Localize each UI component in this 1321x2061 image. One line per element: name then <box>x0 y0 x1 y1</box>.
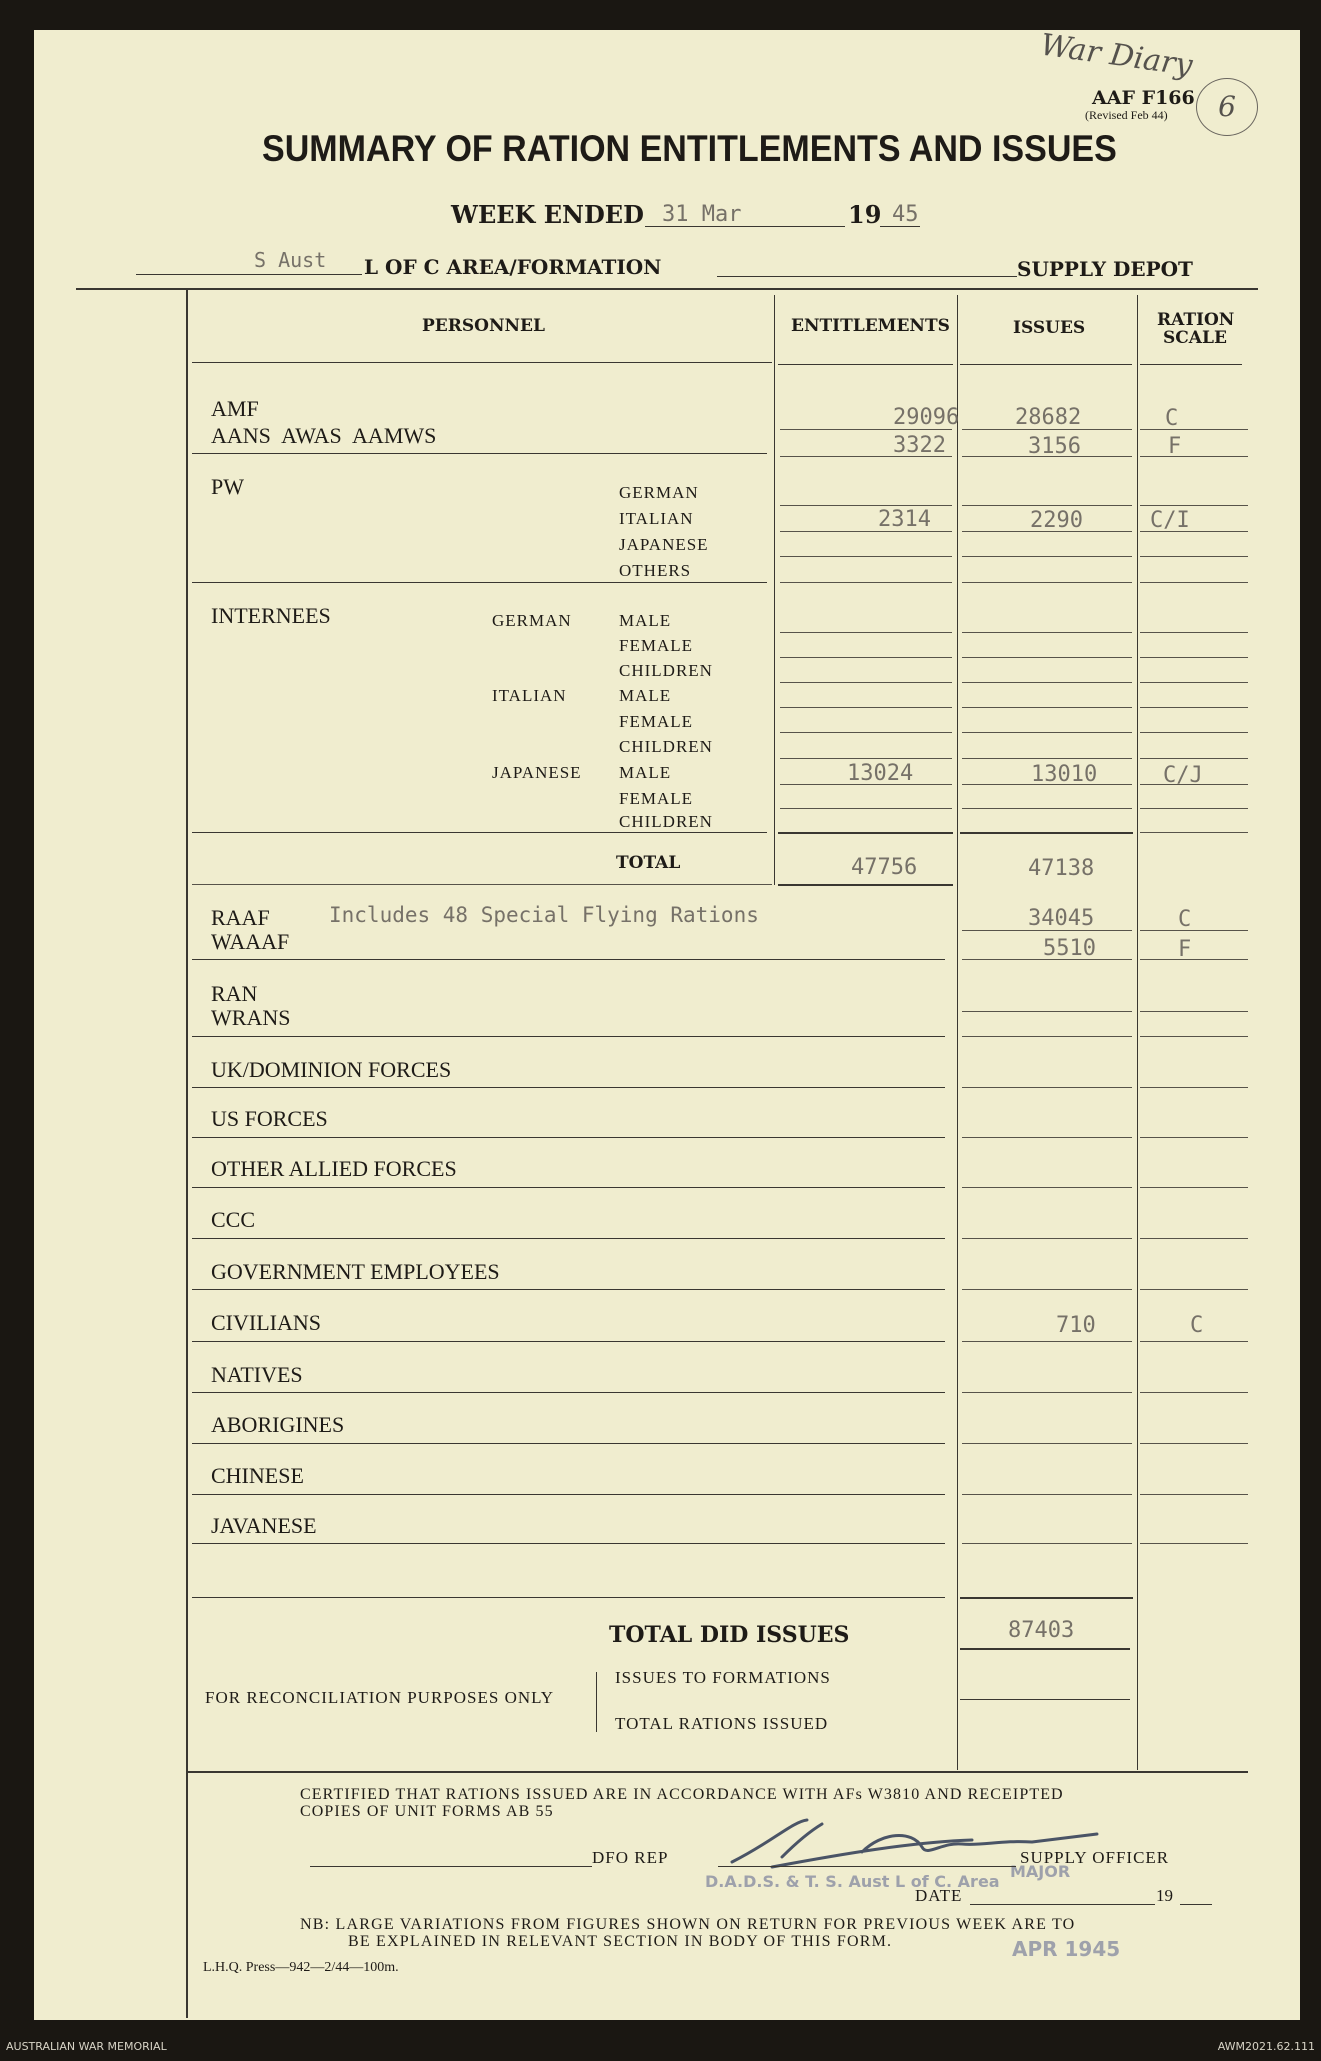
ccc-rule <box>192 1238 945 1239</box>
week-label: WEEK ENDED <box>451 200 644 229</box>
internees-rule-iss <box>960 832 1133 834</box>
supply-officer-line <box>718 1866 1016 1867</box>
blank-row-rule-iss <box>960 1597 1133 1599</box>
aborigines-rule <box>192 1443 945 1444</box>
year-value[interactable]: 45 <box>892 202 919 227</box>
label-aborigines: ABORIGINES <box>211 1412 345 1437</box>
waaaf-rule-iss <box>962 959 1132 960</box>
header-entitlements: ENTITLEMENTS <box>791 316 950 336</box>
reconciliation-bracket <box>596 1672 597 1732</box>
int-rule-5-iss <box>962 732 1132 733</box>
header-issues: ISSUES <box>1013 318 1086 338</box>
int-jap-male-entitlements[interactable]: 13024 <box>847 761 914 786</box>
int-rule-8-ent <box>780 808 952 809</box>
int-rule-7-ent <box>780 784 952 785</box>
pw-german-rule-ent <box>780 505 952 506</box>
label-int-italian: ITALIAN <box>492 686 567 705</box>
form-revised: (Revised Feb 44) <box>1085 108 1168 122</box>
pw-italian-rule-scale <box>1140 531 1248 532</box>
cert-text-2: COPIES OF UNIT FORMS AB 55 <box>300 1803 554 1820</box>
header-rule-scale <box>1140 364 1242 365</box>
int-rule-2-iss <box>962 657 1132 658</box>
int-rule-3-iss <box>962 682 1132 683</box>
nb-text-1: NB: LARGE VARIATIONS FROM FIGURES SHOWN ON RETURN FOR PREVIOUS WEEK ARE TO <box>300 1916 1076 1933</box>
pw-others-rule-ent <box>780 582 952 583</box>
aans-rule <box>192 453 767 454</box>
waaaf-issues[interactable]: 5510 <box>1043 936 1096 961</box>
label-int-japanese: JAPANESE <box>492 763 582 782</box>
depot-line <box>717 276 1017 277</box>
table-bottom-rule <box>188 1771 1248 1773</box>
label-jap-male: MALE <box>619 763 672 782</box>
label-pw-japanese: JAPANESE <box>619 535 709 554</box>
header-personnel: PERSONNEL <box>422 316 545 336</box>
raaf-rule-iss <box>962 930 1132 931</box>
wrans-rule <box>192 1036 945 1037</box>
int-jap-male-scale[interactable]: C/J <box>1163 763 1203 788</box>
chinese-rule <box>192 1494 945 1495</box>
uk-rule-scale <box>1140 1087 1248 1088</box>
label-dfo-rep: DFO REP <box>592 1848 669 1867</box>
total-rule-left <box>192 884 772 885</box>
handwritten-note: War Diary <box>1038 27 1195 84</box>
label-internees: INTERNEES <box>211 603 331 628</box>
javanese-rule-scale <box>1140 1543 1248 1544</box>
label-waaaf: WAAAF <box>211 929 290 954</box>
label-us-forces: US FORCES <box>211 1106 328 1131</box>
label-wrans: WRANS <box>211 1005 291 1030</box>
ccc-rule-iss <box>962 1238 1132 1239</box>
label-date: DATE <box>915 1886 963 1905</box>
label-civilians: CIVILIANS <box>211 1310 321 1335</box>
other-allied-rule-scale <box>1140 1187 1248 1188</box>
footer-right: AWM2021.62.111 <box>1217 2040 1315 2053</box>
pw-italian-rule-ent <box>780 531 952 532</box>
civilians-rule <box>192 1341 945 1342</box>
int-rule-5-ent <box>780 732 952 733</box>
int-rule-1-ent <box>780 632 952 633</box>
aans-issues[interactable]: 3156 <box>1028 434 1081 459</box>
issues-col-rule <box>957 295 958 1770</box>
amf-issues[interactable]: 28682 <box>1015 405 1082 430</box>
total-entitlements[interactable]: 47756 <box>851 855 918 880</box>
wrans-rule-scale <box>1140 1036 1248 1037</box>
govt-rule-iss <box>962 1289 1132 1290</box>
chinese-rule-iss <box>962 1494 1132 1495</box>
year-prefix: 19 <box>848 200 882 229</box>
javanese-rule-iss <box>962 1543 1132 1544</box>
scale-col-rule <box>1137 295 1138 1770</box>
pw-german-rule-iss <box>962 505 1132 506</box>
label-other-allied: OTHER ALLIED FORCES <box>211 1156 457 1181</box>
header-rule-iss <box>960 364 1132 365</box>
int-rule-6-iss <box>962 758 1132 759</box>
area-line <box>136 274 362 275</box>
label-ger-children: CHILDREN <box>619 661 713 680</box>
label-issues-to-formations: ISSUES TO FORMATIONS <box>615 1668 831 1687</box>
other-allied-rule <box>192 1187 945 1188</box>
form-code: AAF F166 <box>1092 87 1195 109</box>
aans-rule-scale <box>1140 456 1248 457</box>
pw-italian-issues[interactable]: 2290 <box>1030 508 1083 533</box>
label-total-rations-issued: TOTAL RATIONS ISSUED <box>615 1714 829 1733</box>
label-aans: AANS AWAS AAMWS <box>211 423 437 448</box>
pw-japanese-rule-ent <box>780 556 952 557</box>
dfo-rep-line <box>310 1866 592 1867</box>
chinese-rule-scale <box>1140 1494 1248 1495</box>
natives-rule-iss <box>962 1392 1132 1393</box>
label-natives: NATIVES <box>211 1362 303 1387</box>
internees-rule-scale <box>1140 832 1248 833</box>
circled-number: 6 <box>1196 78 1258 136</box>
ran-rule-scale <box>1140 1011 1248 1012</box>
waaaf-rule-scale <box>1140 959 1248 960</box>
form-title: SUMMARY OF RATION ENTITLEMENTS AND ISSUES <box>262 128 1117 169</box>
internees-rule <box>192 832 767 833</box>
label-javanese: JAVANESE <box>211 1513 317 1538</box>
waaaf-rule <box>192 959 945 960</box>
press-line: L.H.Q. Press—942—2/44—100m. <box>203 1960 399 1975</box>
formations-rule <box>960 1699 1130 1700</box>
ccc-rule-scale <box>1140 1238 1248 1239</box>
int-rule-5-scale <box>1140 732 1248 733</box>
label-pw-italian: ITALIAN <box>619 509 694 528</box>
wrans-rule-iss <box>962 1036 1132 1037</box>
waaaf-scale[interactable]: F <box>1178 937 1192 962</box>
label-ccc: CCC <box>211 1207 256 1232</box>
civilians-rule-scale <box>1140 1341 1248 1342</box>
label-ger-male: MALE <box>619 611 672 630</box>
us-rule-iss <box>962 1137 1132 1138</box>
stamp-dads: D.A.D.S. & T. S. Aust L of C. Area <box>705 1872 1000 1891</box>
int-rule-2-ent <box>780 657 952 658</box>
ran-rule-iss <box>962 1011 1132 1012</box>
uk-rule-iss <box>962 1087 1132 1088</box>
raaf-scale[interactable]: C <box>1178 907 1192 932</box>
date-year-line <box>1180 1904 1212 1905</box>
int-rule-3-scale <box>1140 682 1248 683</box>
amf-scale[interactable]: C <box>1165 406 1179 431</box>
total-rule-ent <box>778 884 953 886</box>
pw-japanese-rule-iss <box>962 556 1132 557</box>
aans-rule-iss <box>962 456 1132 457</box>
natives-rule-scale <box>1140 1392 1248 1393</box>
int-rule-6-ent <box>780 758 952 759</box>
label-raaf: RAAF <box>211 905 270 930</box>
table-top-rule <box>76 288 1258 290</box>
label-govt-employees: GOVERNMENT EMPLOYEES <box>211 1259 500 1284</box>
amf-rule-ent <box>780 429 952 430</box>
aans-rule-ent <box>780 456 952 457</box>
aans-entitlements[interactable]: 3322 <box>893 433 946 458</box>
int-rule-4-iss <box>962 707 1132 708</box>
us-rule <box>192 1137 945 1138</box>
table-left-rule <box>186 288 188 2018</box>
internees-rule-ent <box>778 832 953 834</box>
label-ita-female: FEMALE <box>619 712 693 731</box>
us-rule-scale <box>1140 1137 1248 1138</box>
label-chinese: CHINESE <box>211 1463 304 1488</box>
civilians-rule-iss <box>962 1341 1132 1342</box>
label-ita-male: MALE <box>619 686 672 705</box>
label-date-year: 19 <box>1156 1886 1173 1905</box>
natives-rule <box>192 1392 945 1393</box>
did-total-rule <box>960 1648 1130 1650</box>
int-rule-4-scale <box>1140 707 1248 708</box>
int-rule-2-scale <box>1140 657 1248 658</box>
date-line <box>970 1904 1155 1905</box>
civilians-issues[interactable]: 710 <box>1056 1313 1096 1338</box>
int-rule-4-ent <box>780 707 952 708</box>
cert-text-1: CERTIFIED THAT RATIONS ISSUED ARE IN ACCORDANCE WITH AFs W3810 AND RECEIPTED <box>300 1786 1064 1803</box>
aans-scale[interactable]: F <box>1168 434 1182 459</box>
area-value[interactable]: S Aust <box>254 248 327 272</box>
label-total-did-issues: TOTAL DID ISSUES <box>609 1622 850 1648</box>
pw-others-rule-iss <box>962 582 1132 583</box>
int-rule-8-scale <box>1140 808 1248 809</box>
blank-row-rule <box>192 1597 945 1598</box>
depot-label: SUPPLY DEPOT <box>1017 257 1193 281</box>
label-ger-female: FEMALE <box>619 636 693 655</box>
pw-italian-rule-iss <box>962 531 1132 532</box>
int-rule-7-iss <box>962 784 1132 785</box>
label-int-german: GERMAN <box>492 611 572 630</box>
header-rule-ent <box>778 364 953 365</box>
label-pw: PW <box>211 474 244 499</box>
govt-rule <box>192 1289 945 1290</box>
label-pw-german: GERMAN <box>619 483 699 502</box>
pw-german-rule-scale <box>1140 505 1248 506</box>
int-rule-1-scale <box>1140 632 1248 633</box>
label-reconciliation: FOR RECONCILIATION PURPOSES ONLY <box>205 1688 555 1707</box>
raaf-rule-scale <box>1140 930 1248 931</box>
label-pw-others: OTHERS <box>619 561 692 580</box>
label-ran: RAN <box>211 981 258 1006</box>
amf-rule-scale <box>1140 429 1248 430</box>
label-amf: AMF <box>211 396 259 421</box>
footer-left: AUSTRALIAN WAR MEMORIAL <box>6 2040 167 2053</box>
int-rule-7-scale <box>1140 784 1248 785</box>
pw-italian-entitlements[interactable]: 2314 <box>878 507 931 532</box>
stamp-major: MAJOR <box>1010 1862 1071 1881</box>
govt-rule-scale <box>1140 1289 1248 1290</box>
label-uk-dominion: UK/DOMINION FORCES <box>211 1057 452 1082</box>
nb-text-2: BE EXPLAINED IN RELEVANT SECTION IN BODY OF THIS FORM. <box>348 1933 893 1950</box>
label-ita-children: CHILDREN <box>619 737 713 756</box>
total-issues[interactable]: 47138 <box>1028 856 1095 881</box>
int-rule-8-iss <box>962 808 1132 809</box>
header-ration: RATION <box>1157 310 1235 330</box>
week-value[interactable]: 31 Mar <box>662 202 742 227</box>
int-jap-male-issues[interactable]: 13010 <box>1031 762 1098 787</box>
header-scale: SCALE <box>1163 328 1227 348</box>
amf-rule-iss <box>962 429 1132 430</box>
other-allied-rule-iss <box>962 1187 1132 1188</box>
int-rule-1-iss <box>962 632 1132 633</box>
int-rule-3-ent <box>780 682 952 683</box>
int-rule-6-scale <box>1140 758 1248 759</box>
label-total: TOTAL <box>616 853 681 873</box>
pw-italian-scale[interactable]: C/I <box>1150 508 1190 533</box>
amf-entitlements[interactable]: 29096 <box>893 405 960 430</box>
total-did-issues-value[interactable]: 87403 <box>1008 1618 1075 1643</box>
label-supply-officer: SUPPLY OFFICER <box>1020 1848 1170 1867</box>
pw-rule <box>192 582 767 583</box>
stamp-date: APR 1945 <box>1012 1937 1121 1961</box>
aborigines-rule-scale <box>1140 1443 1248 1444</box>
area-label: L OF C AREA/FORMATION <box>364 255 662 279</box>
raaf-note[interactable]: Includes 48 Special Flying Rations <box>329 903 759 927</box>
javanese-rule <box>192 1543 945 1544</box>
uk-rule <box>192 1087 945 1088</box>
entitlements-col-rule <box>774 295 775 885</box>
civilians-scale[interactable]: C <box>1190 1313 1204 1338</box>
pw-japanese-rule-scale <box>1140 556 1248 557</box>
label-jap-female: FEMALE <box>619 789 693 808</box>
label-jap-children: CHILDREN <box>619 812 713 831</box>
header-rule-personnel <box>192 362 772 363</box>
aborigines-rule-iss <box>962 1443 1132 1444</box>
pw-others-rule-scale <box>1140 582 1248 583</box>
raaf-issues[interactable]: 34045 <box>1028 906 1095 931</box>
